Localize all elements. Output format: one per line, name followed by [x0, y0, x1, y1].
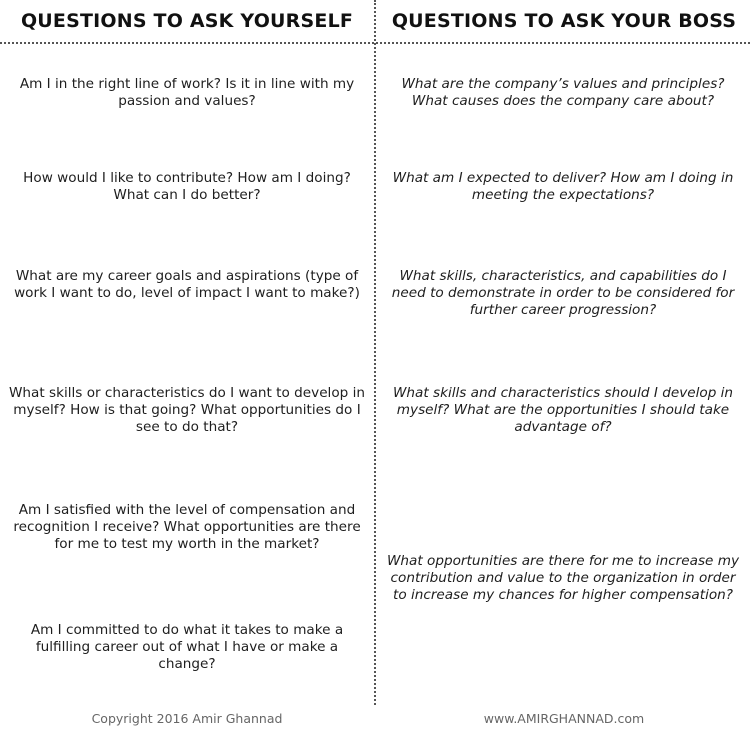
question-yourself-3: What are my career goals and aspirations (type of work I want to do, level of impact I want to make?) [14, 268, 360, 301]
vertical-divider [374, 0, 376, 705]
question-yourself-4: What skills or characteristics do I want to develop in myself? How is that going? What opportunities do I see to do that? [8, 385, 365, 435]
question-yourself-1: Am I in the right line of work? Is it in line with my passion and values? [19, 76, 355, 109]
question-boss-5: What opportunities are there for me to increase my contribution and value to the organization in order to increase my chances for higher compensation? [386, 553, 740, 603]
question-boss-3: What skills, characteristics, and capabilities do I need to demonstrate in order to be considered for further career progression? [391, 268, 735, 318]
copyright-text: Copyright 2016 Amir Ghannad [91, 711, 283, 726]
question-boss-4: What skills and characteristics should I develop in myself? What are the opportunities I should take advantage of? [392, 385, 734, 435]
question-yourself-5: Am I satisfied with the level of compensation and recognition I receive? What opportunities are there for me to test my worth in the market? [13, 502, 361, 552]
question-yourself-2: How would I like to contribute? How am I doing? What can I do better? [23, 170, 351, 203]
header-questions-boss: QUESTIONS TO ASK YOUR BOSS [391, 10, 737, 32]
header-questions-yourself: QUESTIONS TO ASK YOURSELF [20, 10, 354, 32]
question-boss-1: What are the company’s values and principles? What causes does the company care about? [401, 76, 725, 109]
question-boss-2: What am I expected to deliver? How am I doing in meeting the expectations? [392, 170, 734, 203]
question-yourself-6: Am I committed to do what it takes to make a fulfilling career out of what I have or make a change? [30, 622, 344, 672]
website-text: www.AMIRGHANNAD.com [483, 711, 645, 726]
